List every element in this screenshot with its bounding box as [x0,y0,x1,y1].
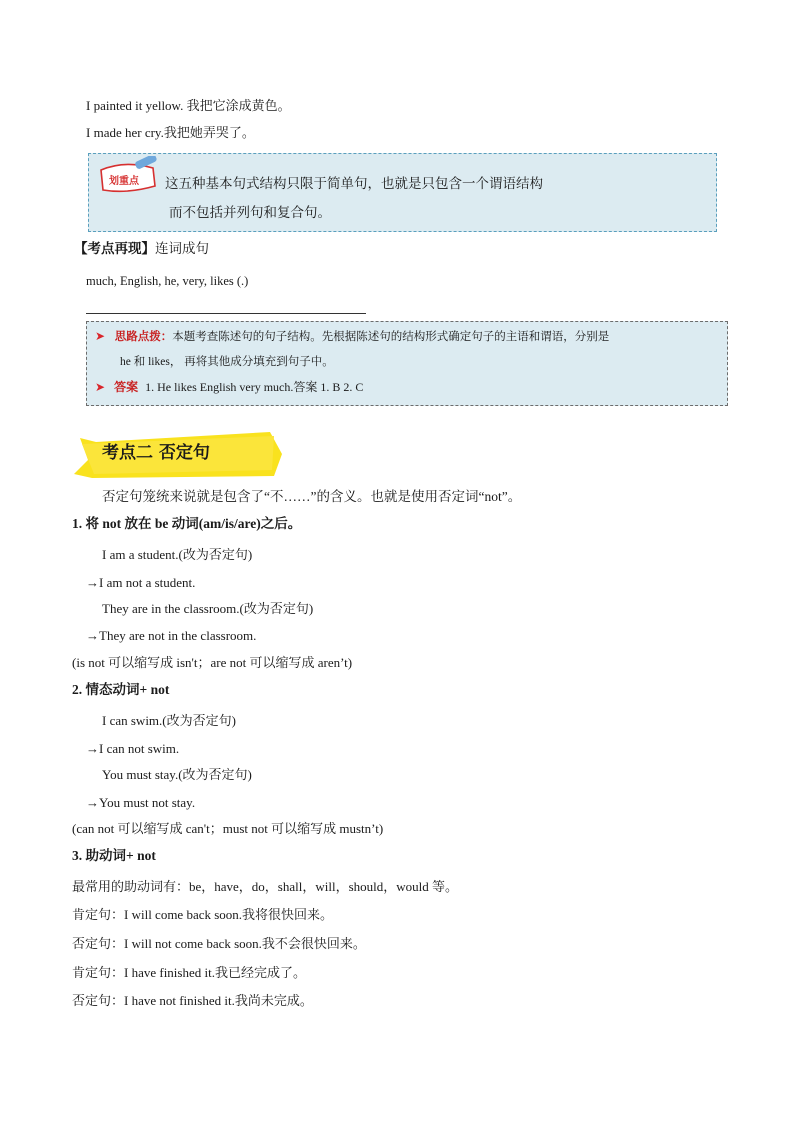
kaodian-heading-suffix: 连词成句 [155,241,209,256]
arrow-bullet-icon: ➤ [95,329,106,343]
example-line: I made her cry.我把她弄哭了。 [86,125,255,140]
rule-line: (is not 可以缩写成 isn't；are not 可以缩写成 aren’t) [72,655,353,670]
hint-text: 本题考查陈述句的句子结构。先根据陈述句的结构形式确定句子的主语和谓语，分别是 [172,329,610,343]
rule-line: I can swim.(改为否定句) [102,713,236,728]
example-line: I painted it yellow. 我把它涂成黄色。 [86,98,291,113]
badge-label: 划重点 [109,176,139,187]
rule-line: →They are not in the classroom. [86,628,257,643]
question-text: much, English, he, very, likes (.) [86,274,249,288]
kaodian-heading [74,240,209,258]
note-line: 而不包括并列句和复合句。 [169,205,331,220]
answer-box [86,321,728,406]
rule-line: I am a student.(改为否定句) [102,547,253,562]
rule-line: 肯定句：I will come back soon.我将很快回来。 [72,907,334,922]
note-line: 这五种基本句式结构只限于简单句，也就是只包含一个谓语结构 [165,176,543,191]
section-intro: 否定句笼统来说就是包含了“不……”的含义。也就是使用否定词“not”。 [102,489,522,504]
highlight-pen-icon [95,156,161,198]
answer-line [95,379,363,395]
hint-line [95,328,609,344]
hint-label: 思路点拨： [114,329,173,343]
rule-heading: 3. 助动词+ not [72,848,156,863]
rule-line: 最常用的助动词有：be，have，do，shall，will，should，would 等。 [72,879,459,894]
rule-line: →I can not swim. [86,741,180,756]
answer-text: 1. He likes English very much.答案 1. B 2. C [145,380,364,394]
rule-line: →You must not stay. [86,795,196,810]
rule-line: 否定句：I will not come back soon.我不会很快回来。 [72,936,366,951]
key-point-box [88,153,717,232]
rule-heading: 2. 情态动词+ not [72,682,170,697]
rule-line: 否定句：I have not finished it.我尚未完成。 [72,993,313,1008]
rule-line: They are in the classroom.(改为否定句) [102,601,314,616]
rule-line: →I am not a student. [86,575,196,590]
arrow-bullet-icon: ➤ [95,380,106,394]
answer-label: 答案 [114,380,139,394]
rule-heading: 1. 将 not 放在 be 动词(am/is/are)之后。 [72,516,302,531]
answer-blank-line [86,313,366,314]
kaodian-heading-label: 【考点再现】 [74,241,155,256]
section-title: 考点二 否定句 [102,443,210,463]
rule-line: 肯定句：I have finished it.我已经完成了。 [72,965,306,980]
rule-line: (can not 可以缩写成 can't；must not 可以缩写成 mustn’t) [72,821,384,836]
hint-line-2: he 和 likes， 再将其他成分填充到句子中。 [120,356,334,368]
rule-line: You must stay.(改为否定句) [102,767,252,782]
